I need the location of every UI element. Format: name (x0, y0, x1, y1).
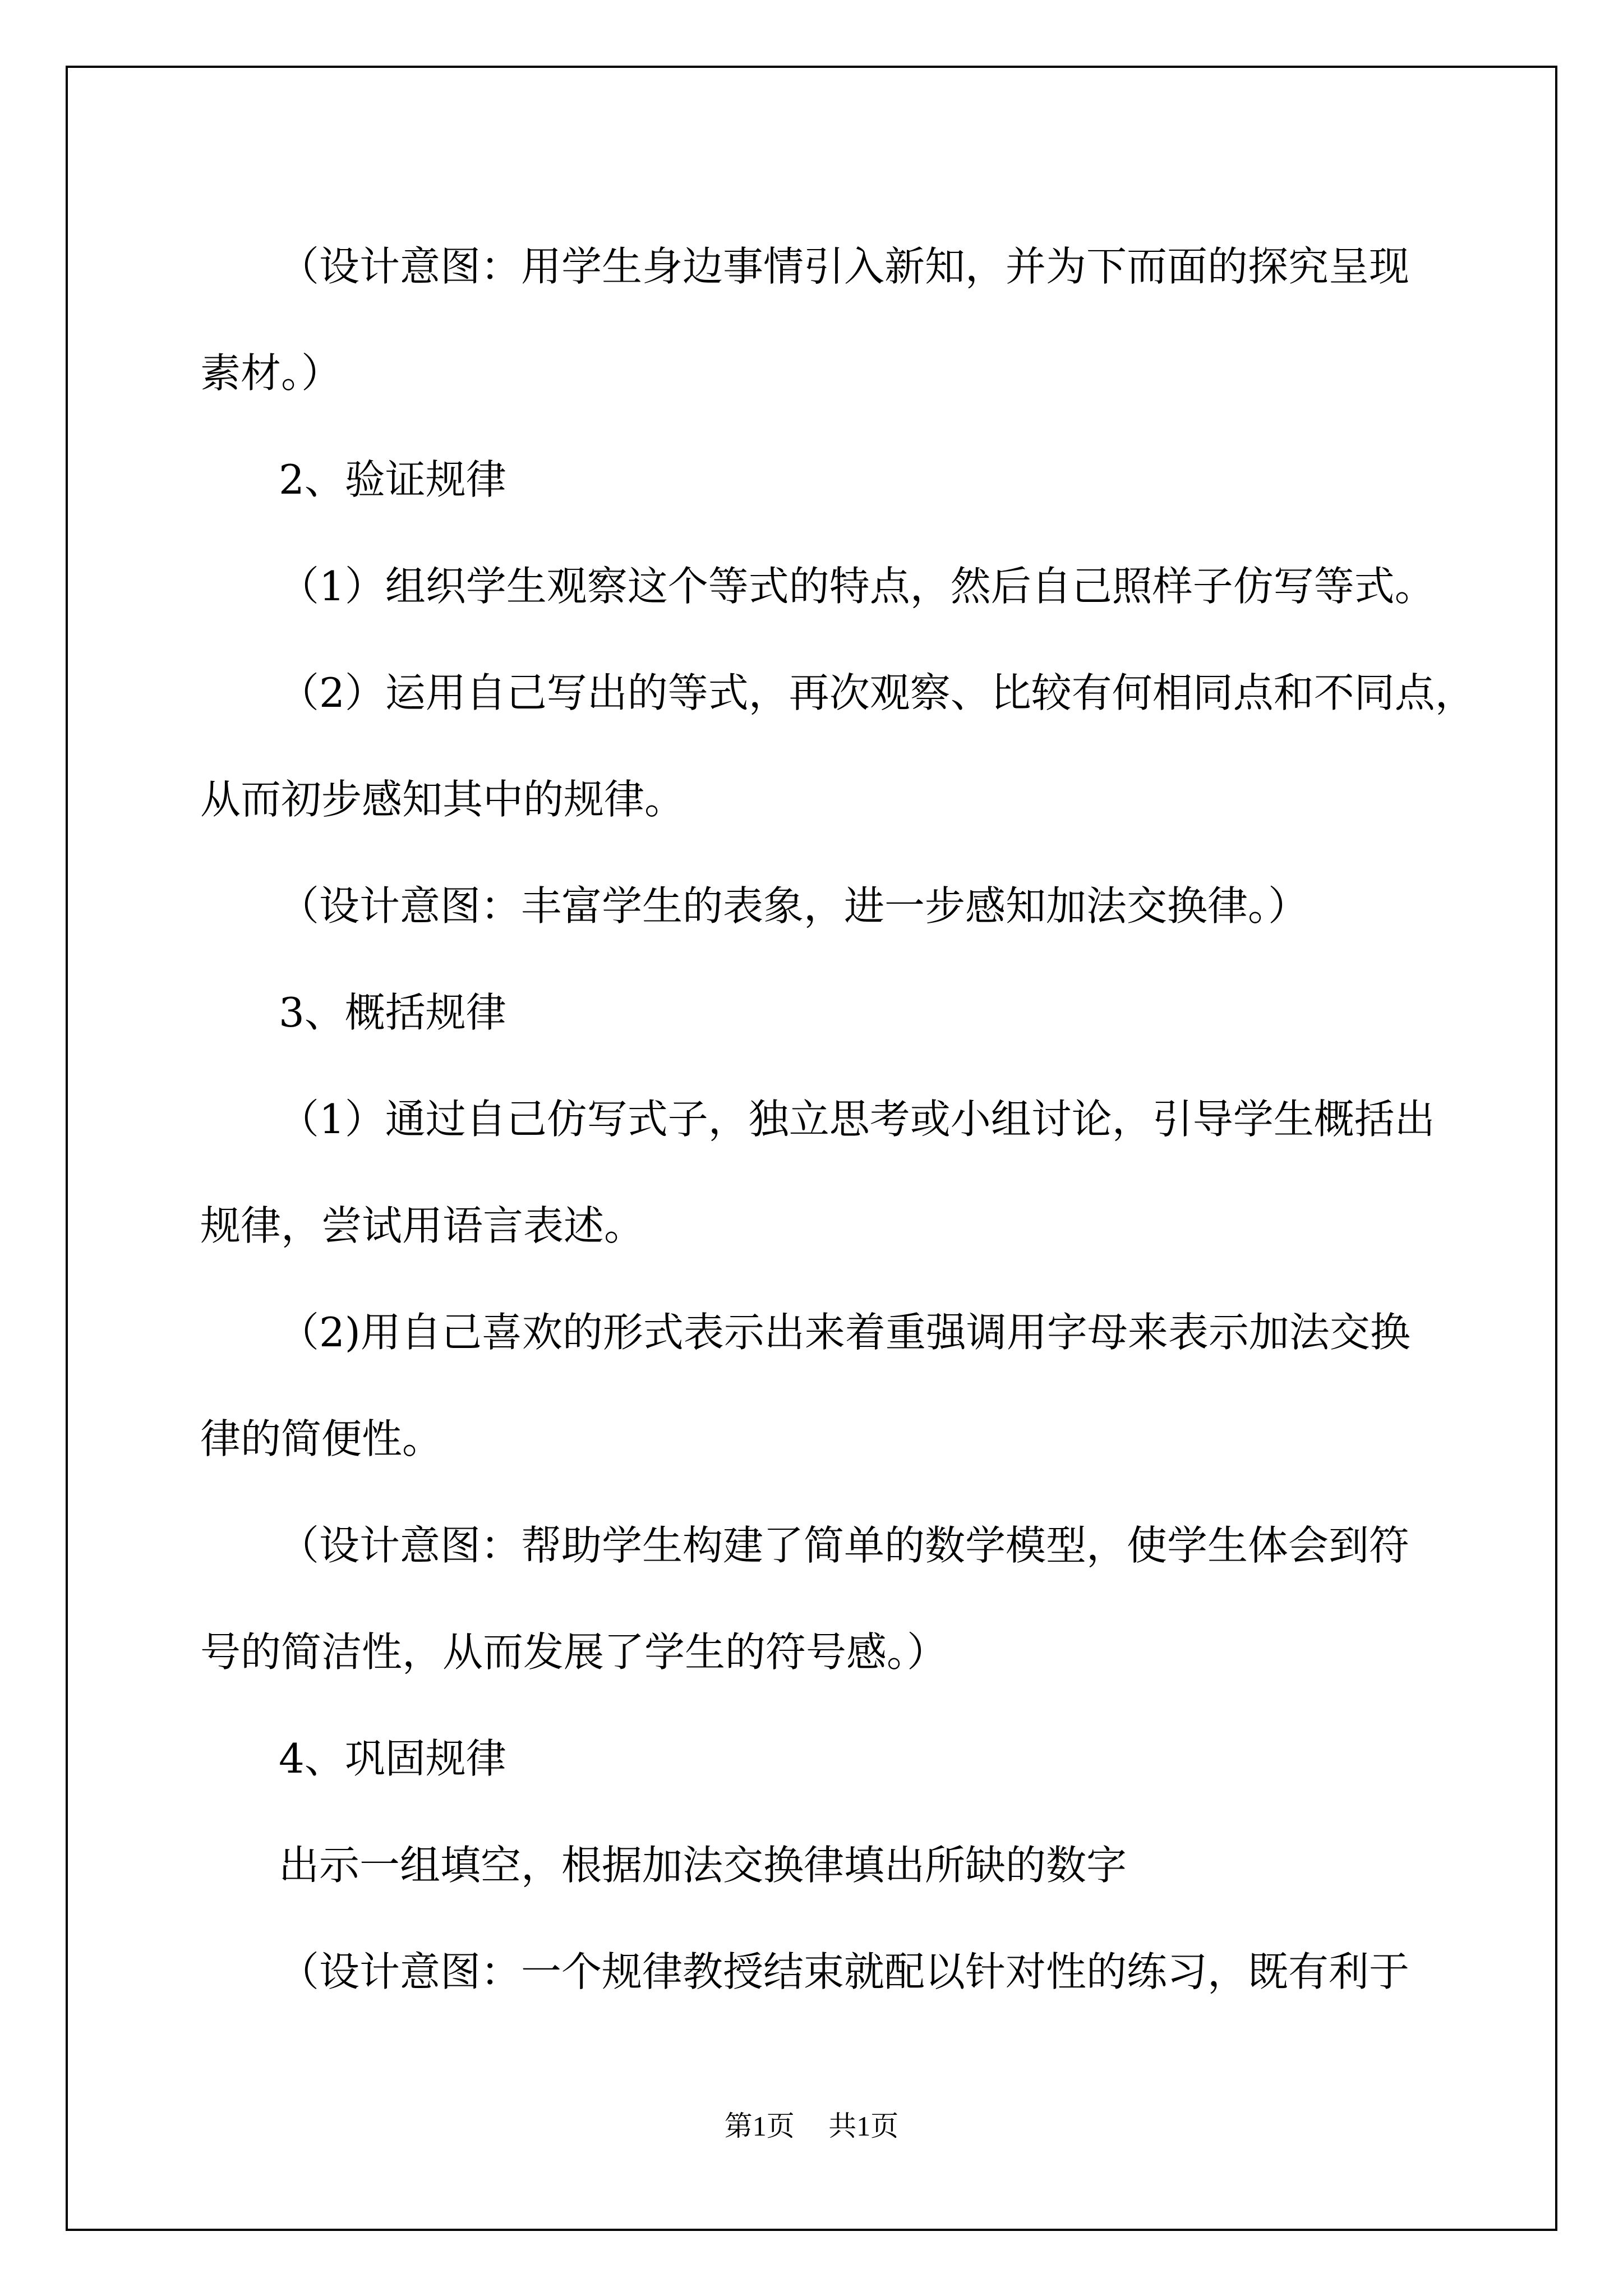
document-line: 律的简便性。 (200, 1415, 443, 1462)
document-line: 从而初步感知其中的规律。 (200, 776, 685, 823)
document-line: （1）通过自己仿写式子，独立思考或小组讨论，引导学生概括出 (279, 1096, 1435, 1143)
document-line: （2)用自己喜欢的形式表示出来着重强调用字母来表示加法交换 (279, 1309, 1410, 1356)
document-line: 出示一组填空，根据加法交换律填出所缺的数字 (279, 1842, 1127, 1889)
document-line: （设计意图：帮助学生构建了简单的数学模型，使学生体会到符 (279, 1522, 1410, 1569)
page-footer (0, 2104, 1623, 2144)
document-line: 规律，尝试用语言表述。 (200, 1202, 645, 1249)
document-line: 4、巩固规律 (279, 1735, 506, 1782)
document-line: （1）组织学生观察这个等式的特点，然后自己照样子仿写等式。 (279, 563, 1435, 610)
document-line: （设计意图：用学生身边事情引入新知，并为下而面的探究呈现 (279, 243, 1410, 290)
document-line: 2、验证规律 (279, 456, 506, 503)
document-line: （2）运用自己写出的等式，再次观察、比较有何相同点和不同点， (279, 669, 1476, 716)
document-line: 素材。） (200, 349, 342, 397)
document-body (200, 213, 1476, 2025)
document-line: 3、概括规律 (279, 989, 506, 1036)
document-line: （设计意图：丰富学生的表象，进一步感知加法交换律。） (279, 882, 1309, 930)
page-number-current: 第1页 (724, 2110, 795, 2142)
page-number-total: 共1页 (828, 2110, 899, 2142)
document-line: 号的简洁性，从而发展了学生的符号感。） (200, 1628, 948, 1676)
document-line: （设计意图：一个规律教授结束就配以针对性的练习，既有利于 (279, 1948, 1410, 1995)
